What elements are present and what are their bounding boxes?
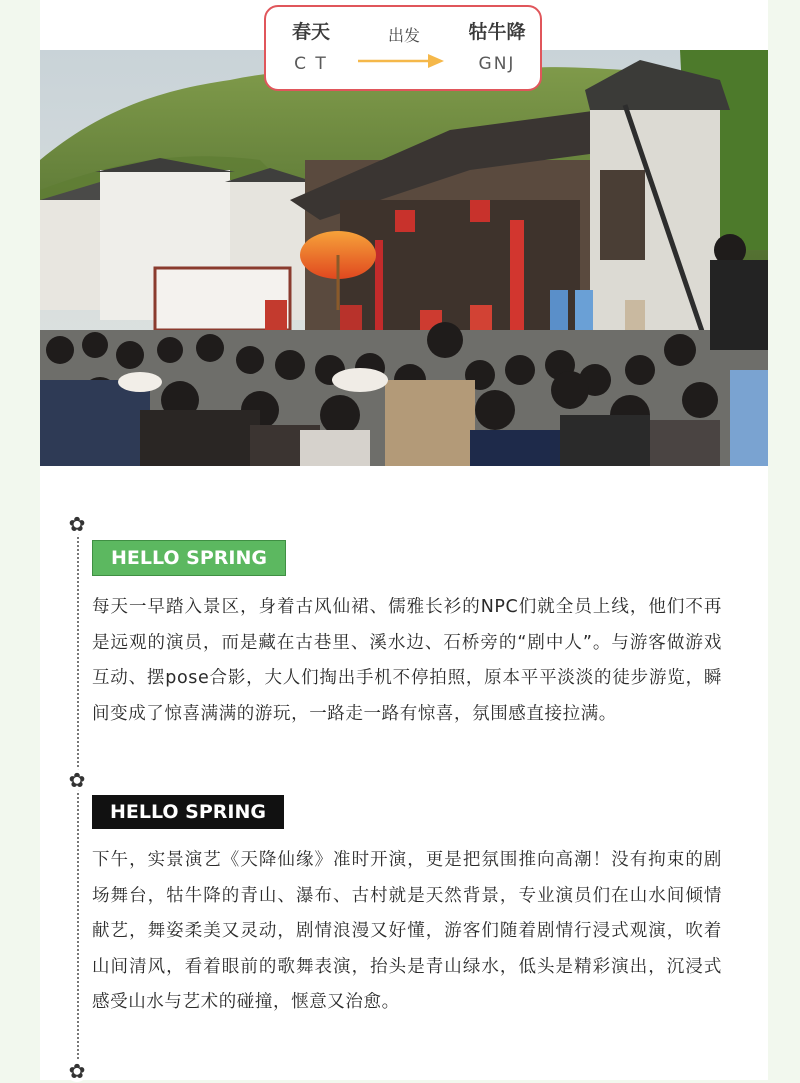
- route-destination: [452, 19, 542, 77]
- destination-name: 牯牛降: [468, 21, 526, 43]
- origin-code: C T: [294, 54, 328, 74]
- flower-icon: ✿: [66, 513, 88, 535]
- village-performance-photo: [40, 50, 768, 466]
- route-card: [264, 5, 542, 91]
- section-tag-2: HELLO SPRING: [92, 795, 284, 829]
- destination-code: GNJ: [478, 54, 516, 74]
- timeline-line: [77, 530, 79, 1070]
- section-paragraph-2: 下午，实景演艺《天降仙缘》准时开演，更是把氛围推向高潮！没有拘束的剧场舞台，牯牛降的青山、瀑布、古村就是天然背景，专业演员们在山水间倾情献艺，舞姿柔美又灵动，剧情浪漫又好懂，游客们随着剧情行浸式观演，吹着山间清风，看着眼前的歌舞表演，抬头是青山绿水，低头是精彩演出，沉浸式感受山水与艺术的碰撞，惬意又治愈。: [92, 850, 722, 1013]
- origin-name: 春天: [291, 21, 330, 43]
- flower-icon: ✿: [66, 1060, 88, 1082]
- route-direction: [356, 25, 452, 47]
- arrow-right-icon: [358, 53, 444, 69]
- flower-icon: ✿: [66, 769, 88, 791]
- route-origin: [266, 19, 356, 77]
- section-tag-1: HELLO SPRING: [92, 540, 286, 576]
- section-paragraph-1: 每天一早踏入景区，身着古风仙裙、儒雅长衫的NPC们就全员上线，他们不再是远观的演员，而是藏在古巷里、溪水边、石桥旁的“剧中人”。与游客做游戏互动、摆pose合影，大人们掏出手机不停拍照，原本平平淡淡的徒步游览，瞬间变成了惊喜满满的游玩，一路走一路有惊喜，氛围感直接拉满。: [92, 597, 722, 724]
- route-action-label: 出发: [387, 26, 420, 45]
